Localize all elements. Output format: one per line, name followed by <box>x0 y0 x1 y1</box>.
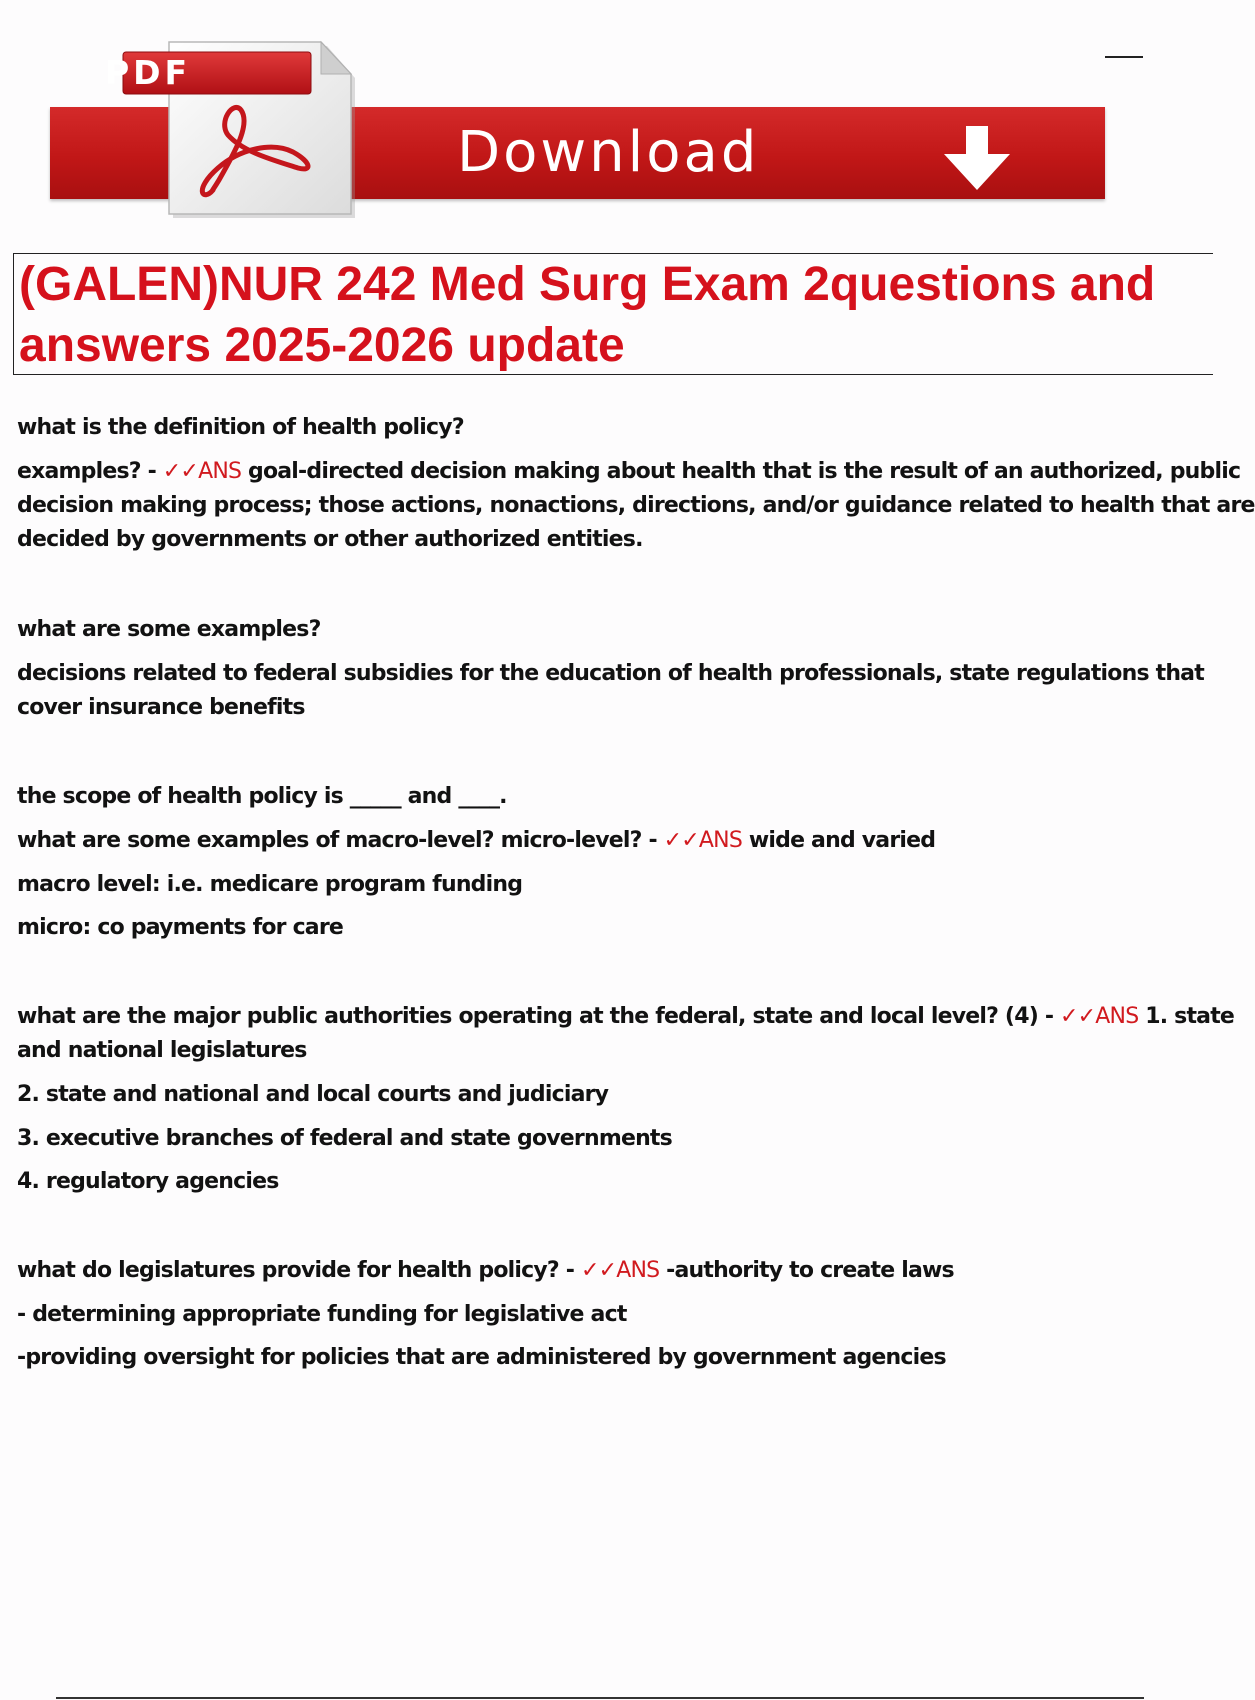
minimize-dash <box>1105 56 1143 58</box>
answer-line <box>17 1258 954 1283</box>
answer-line: decision making process; those actions, nonactions, directions, and/or guidance related to health that are <box>17 493 1255 518</box>
pdf-download-banner[interactable] <box>50 40 1105 220</box>
answer-line: 2. state and national and local courts and judiciary <box>17 1082 609 1107</box>
answer-line <box>17 459 1240 484</box>
arrow-down-icon <box>940 124 1014 192</box>
pdf-tab-label: PDF <box>104 53 192 92</box>
answer-line <box>17 1004 1234 1029</box>
question-prefix: what are some examples of macro-level? micro-level? - <box>17 828 664 853</box>
question-prefix: examples? - <box>17 459 163 484</box>
answer-text: -authority to create laws <box>659 1258 954 1283</box>
answer-marker: ✓✓ANS <box>162 459 242 484</box>
answer-marker: ✓✓ANS <box>1060 1004 1139 1029</box>
question-text: what is the definition of health policy? <box>17 415 464 440</box>
answer-marker: ✓✓ANS <box>663 828 742 853</box>
title-line-1: (GALEN)NUR 242 Med Surg Exam 2questions and <box>19 258 1156 311</box>
download-label[interactable]: Download <box>457 120 760 185</box>
question-text: the scope of health policy is _____ and ____. <box>17 784 507 809</box>
answer-marker: ✓✓ANS <box>580 1258 660 1283</box>
answer-line: 4. regulatory agencies <box>17 1169 279 1194</box>
answer-line: and national legislatures <box>17 1038 307 1063</box>
answer-text: 1. state <box>1138 1004 1235 1029</box>
question-prefix: what do legislatures provide for health policy? - <box>17 1258 581 1283</box>
title-line-2: answers 2025-2026 update <box>19 319 625 372</box>
document-title <box>19 254 1199 376</box>
question-prefix: what are the major public authorities operating at the federal, state and local level? (4) - <box>17 1004 1061 1029</box>
answer-text: goal-directed decision making about health that is the result of an authorized, public <box>241 459 1241 484</box>
document-title-box <box>13 253 1213 375</box>
answer-line: macro level: i.e. medicare program funding <box>17 872 523 897</box>
answer-line: - determining appropriate funding for legislative act <box>17 1302 627 1327</box>
question-text: what are some examples? <box>17 617 321 642</box>
footer-divider <box>56 1697 1144 1699</box>
answer-line: micro: co payments for care <box>17 915 344 940</box>
answer-line: decisions related to federal subsidies for the education of health professionals, state regulations that <box>17 661 1204 686</box>
answer-line: decided by governments or other authorized entities. <box>17 527 643 552</box>
answer-line: cover insurance benefits <box>17 695 305 720</box>
answer-line <box>17 828 935 853</box>
answer-line: -providing oversight for policies that are administered by government agencies <box>17 1345 946 1370</box>
answer-line: 3. executive branches of federal and state governments <box>17 1126 672 1151</box>
answer-text: wide and varied <box>742 828 936 853</box>
